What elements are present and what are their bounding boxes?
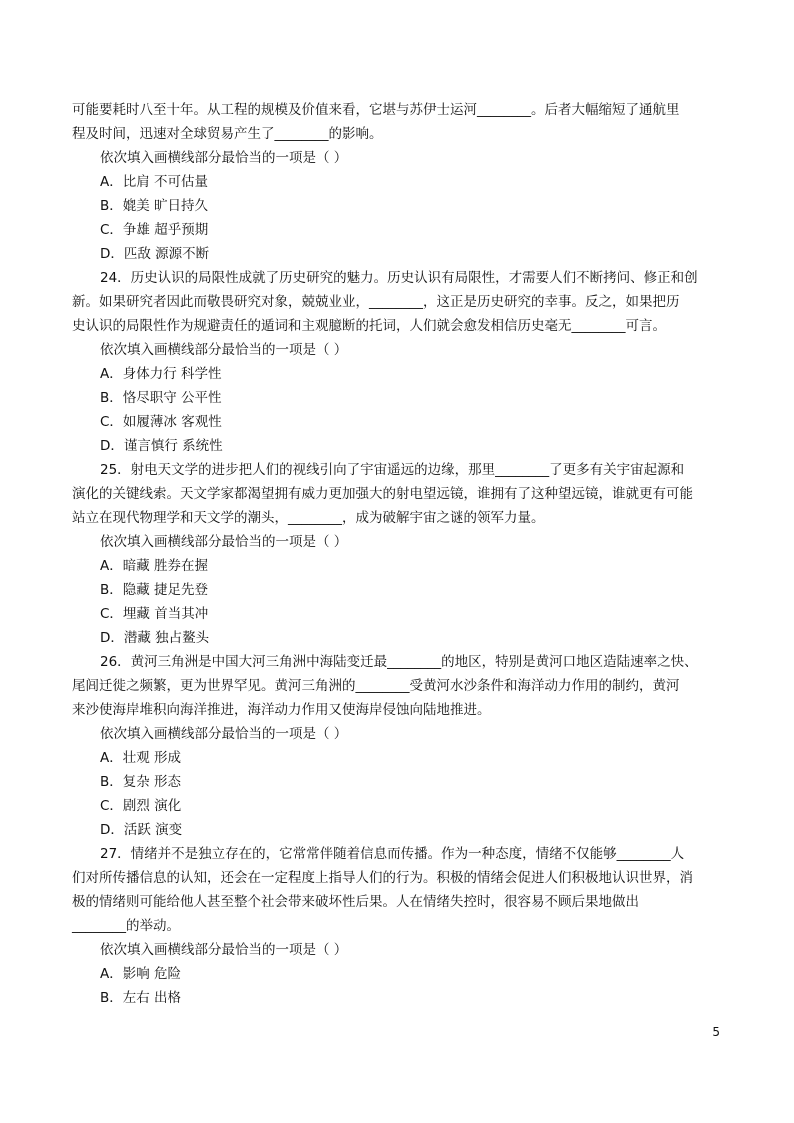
option-d: D．潜藏 独占鳌头 — [100, 630, 210, 646]
option-b: B．隐藏 捷足先登 — [100, 582, 209, 598]
question-prompt: 依次填入画横线部分最恰当的一项是（ ） — [100, 150, 348, 166]
option-b: B．恪尽职守 公平性 — [100, 390, 222, 406]
question-26 — [72, 650, 722, 842]
passage-line: 27．情绪并不是独立存在的，它常常伴随着信息而传播。作为一种态度，情绪不仅能够________人 — [100, 846, 685, 862]
passage-line: 尾闾迁徙之频繁，更为世界罕见。黄河三角洲的________受黄河水沙条件和海洋动力作用的制约，黄河 — [72, 678, 680, 694]
passage-line: 们对所传播信息的认知，还会在一定程度上指导人们的行为。积极的情绪会促进人们积极地认识世界，消 — [72, 870, 693, 886]
passage-line: 24．历史认识的局限性成就了历史研究的魅力。历史认识有局限性，才需要人们不断拷问、修正和创 — [100, 270, 698, 286]
passage-line: 极的情绪则可能给他人甚至整个社会带来破坏性后果。人在情绪失控时，很容易不顾后果地做出 — [72, 894, 639, 910]
question-prompt: 依次填入画横线部分最恰当的一项是（ ） — [100, 942, 348, 958]
question-prompt: 依次填入画横线部分最恰当的一项是（ ） — [100, 726, 348, 742]
passage-line: 可能要耗时八至十年。从工程的规模及价值来看，它堪与苏伊士运河________。后者大幅缩短了通航里 — [72, 102, 680, 118]
option-a: A．身体力行 科学性 — [100, 366, 222, 382]
option-b: B．左右 出格 — [100, 990, 182, 1006]
question-prompt: 依次填入画横线部分最恰当的一项是（ ） — [100, 342, 348, 358]
passage-line: 程及时间，迅速对全球贸易产生了________的影响。 — [72, 126, 383, 142]
option-d: D．活跃 演变 — [100, 822, 183, 838]
passage-line: ________的举动。 — [72, 918, 180, 934]
option-a: A．影响 危险 — [100, 966, 182, 982]
option-c: C．如履薄冰 客观性 — [100, 414, 222, 430]
page-number: 5 — [712, 1025, 720, 1039]
option-a: A．壮观 形成 — [100, 750, 182, 766]
question-25 — [72, 458, 722, 650]
passage-line: 来沙使海岸堆积向海洋推进，海洋动力作用又使海岸侵蚀向陆地推进。 — [72, 702, 491, 718]
option-b: B．复杂 形态 — [100, 774, 182, 790]
passage-line: 25．射电天文学的进步把人们的视线引向了宇宙遥远的边缘，那里________了更多有关宇宙起源和 — [100, 462, 685, 478]
option-c: C．剧烈 演化 — [100, 798, 182, 814]
option-a: A．暗藏 胜券在握 — [100, 558, 209, 574]
option-d: D．谨言慎行 系统性 — [100, 438, 223, 454]
option-b: B．媲美 旷日持久 — [100, 198, 209, 214]
option-c: C．争雄 超乎预期 — [100, 222, 209, 238]
question-23-continuation — [72, 98, 722, 266]
passage-line: 演化的关键线索。天文学家都渴望拥有威力更加强大的射电望远镜，谁拥有了这种望远镜，谁就更有可能 — [72, 486, 693, 502]
question-27 — [72, 842, 722, 1010]
question-24 — [72, 266, 722, 458]
passage-line: 26．黄河三角洲是中国大河三角洲中海陆变迁最________的地区，特别是黄河口地区造陆速率之快、 — [100, 654, 698, 670]
option-d: D．匹敌 源源不断 — [100, 246, 210, 262]
passage-line: 新。如果研究者因此而敬畏研究对象，兢兢业业，________，这正是历史研究的幸事。反之，如果把历 — [72, 294, 680, 310]
passage-line: 史认识的局限性作为规避责任的遁词和主观臆断的托词，人们就会愈发相信历史毫无________可言。 — [72, 318, 666, 334]
option-a: A．比肩 不可估量 — [100, 174, 209, 190]
passage-line: 站立在现代物理学和天文学的潮头，________，成为破解宇宙之谜的领军力量。 — [72, 510, 545, 526]
question-prompt: 依次填入画横线部分最恰当的一项是（ ） — [100, 534, 348, 550]
option-c: C．埋藏 首当其冲 — [100, 606, 209, 622]
